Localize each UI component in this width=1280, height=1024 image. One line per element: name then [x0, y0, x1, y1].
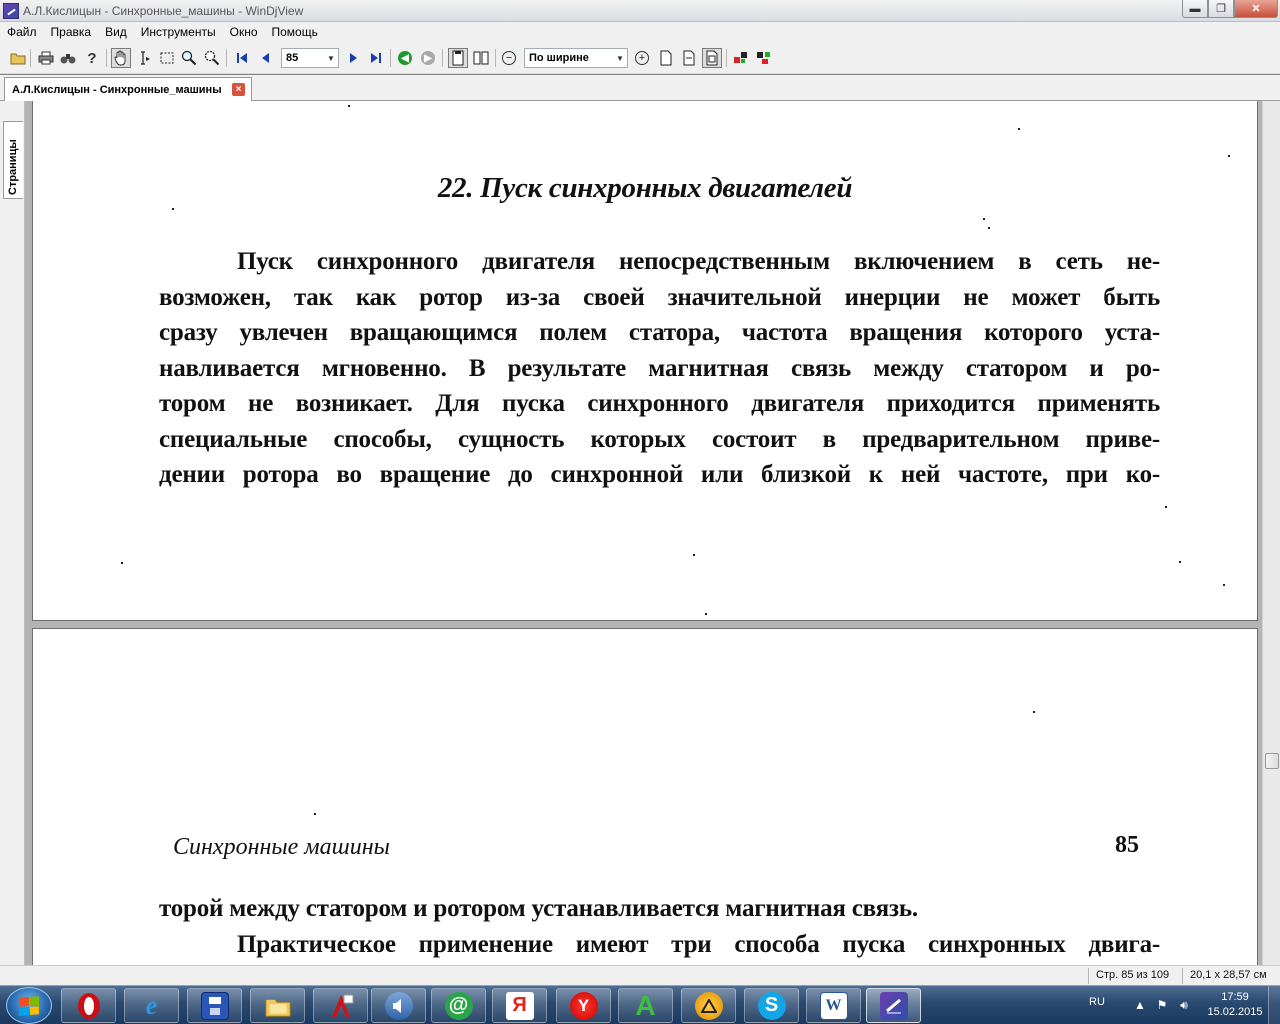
window-controls — [1182, 0, 1278, 18]
taskbar-opera[interactable] — [61, 988, 116, 1023]
toolbar-separator — [495, 49, 496, 67]
scan-speck — [1179, 561, 1181, 563]
skype-icon: S — [758, 992, 786, 1020]
start-button[interactable] — [6, 987, 52, 1024]
menu-window[interactable]: Окно — [229, 25, 258, 39]
taskbar-windjview[interactable] — [866, 988, 921, 1023]
clock-time: 17:59 — [1221, 991, 1249, 1003]
taskbar-skype[interactable] — [744, 988, 799, 1023]
first-page-icon[interactable] — [232, 48, 252, 68]
maximize-button[interactable]: ❐ — [1208, 0, 1234, 18]
toolbar-separator — [390, 49, 391, 67]
taskbar-word[interactable] — [806, 988, 861, 1023]
text-line: тором не возникает. Для пуска синхронного двигателя приходится применять — [159, 390, 1160, 417]
toolbar-separator — [106, 49, 107, 67]
show-hidden-icons-icon[interactable]: ▲ — [1134, 998, 1146, 1012]
print-icon[interactable] — [36, 48, 56, 68]
fit-page-icon[interactable] — [656, 48, 676, 68]
word-icon: W — [820, 992, 848, 1020]
taskbar-yandex[interactable] — [492, 988, 547, 1023]
zoom-in-icon[interactable]: + — [632, 48, 652, 68]
open-folder-icon[interactable] — [8, 48, 28, 68]
taskbar-explorer[interactable] — [250, 988, 305, 1023]
document-page — [32, 628, 1258, 965]
zoom-combo[interactable] — [524, 48, 628, 68]
zoom-rect-icon[interactable] — [202, 48, 222, 68]
yandex-icon: Я — [506, 992, 534, 1020]
font-app-icon: A — [635, 989, 656, 1021]
page-number-combo[interactable] — [281, 48, 339, 68]
actual-size-icon[interactable] — [702, 48, 722, 68]
single-page-icon[interactable] — [448, 48, 468, 68]
pages-tab-label: Страницы — [7, 139, 19, 195]
menu-edit[interactable]: Правка — [50, 25, 92, 39]
yandex-browser-icon: Y — [570, 992, 598, 1020]
prev-page-icon[interactable] — [256, 48, 276, 68]
text-select-icon[interactable] — [134, 48, 154, 68]
scan-speck — [1018, 128, 1020, 130]
document-view[interactable] — [25, 101, 1262, 965]
page-heading: 22. Пуск синхронных двигателей — [437, 172, 853, 204]
scan-speck — [121, 562, 123, 564]
text-line: навливается мгновенно. В результате магнитная связь между статором и ро- — [159, 354, 1160, 382]
taskbar — [0, 985, 1280, 1024]
taskbar-aimp[interactable] — [681, 988, 736, 1023]
zoom-value: По ширине — [529, 52, 589, 64]
text-line: специальные способы, сущность которых состоит в предварительном приве- — [159, 425, 1160, 453]
aimp-icon — [695, 992, 723, 1020]
status-divider — [1088, 968, 1089, 984]
opera-icon — [75, 992, 103, 1020]
text-line: дении ротора во вращение до синхронной или близкой к ней частоте, при ко- — [159, 461, 1160, 488]
display-mode-icon[interactable] — [754, 48, 774, 68]
show-desktop-button[interactable] — [1268, 986, 1280, 1024]
scan-speck — [693, 554, 695, 556]
window-title: А.Л.Кислицын - Синхронные_машины - WinDjView — [23, 4, 304, 18]
tab-close-icon[interactable]: × — [232, 83, 245, 96]
page-number: 85 — [1115, 832, 1139, 858]
display-color-icon[interactable] — [731, 48, 751, 68]
scan-speck — [1165, 506, 1167, 508]
scan-speck — [705, 613, 707, 615]
scan-speck — [988, 227, 990, 229]
scan-speck — [172, 208, 174, 210]
text-line: торой между статором и ротором устанавливается магнитная связь. — [159, 895, 918, 922]
tab-document[interactable] — [4, 77, 252, 101]
go-back-icon[interactable]: ◀ — [395, 48, 415, 68]
menu-file[interactable]: Файл — [7, 25, 37, 39]
audio-player-icon — [385, 992, 413, 1020]
text-line: Практическое применение имеют три способа пуска синхронных двига- — [237, 930, 1160, 958]
close-button[interactable]: ✕ — [1234, 0, 1278, 18]
volume-icon[interactable]: 🔊︎ — [1180, 997, 1188, 1012]
mail-agent-icon: @ — [445, 992, 473, 1020]
hand-tool-icon[interactable] — [111, 48, 131, 68]
language-indicator[interactable]: RU — [1089, 996, 1105, 1008]
clock-date: 15.02.2015 — [1207, 1006, 1263, 1018]
zoom-out-icon[interactable]: − — [499, 48, 519, 68]
fit-width-icon[interactable] — [679, 48, 699, 68]
menu-view[interactable]: Вид — [105, 25, 127, 39]
title-bar — [0, 0, 1280, 22]
minimize-button[interactable]: ▬ — [1182, 0, 1208, 18]
adobe-reader-icon — [327, 992, 355, 1020]
find-binoculars-icon[interactable] — [58, 48, 78, 68]
toolbar-separator — [30, 49, 31, 67]
side-panel — [0, 101, 25, 965]
taskbar-font-app[interactable] — [618, 988, 673, 1023]
internet-explorer-icon: e — [145, 990, 158, 1020]
scan-speck — [1228, 155, 1230, 157]
taskbar-audio[interactable] — [371, 988, 426, 1023]
scan-speck — [1223, 584, 1225, 586]
scan-speck — [314, 813, 316, 815]
taskbar-save[interactable] — [187, 988, 242, 1023]
windows-logo-icon — [19, 996, 39, 1015]
save-disk-icon — [201, 992, 229, 1020]
status-page-info: Стр. 85 из 109 — [1096, 969, 1170, 981]
go-forward-icon[interactable]: ▶ — [418, 48, 438, 68]
file-explorer-icon — [264, 992, 292, 1020]
toolbar — [0, 42, 1280, 74]
status-divider — [1182, 968, 1183, 984]
page-paragraph — [159, 244, 1160, 493]
text-line: возможен, так как ротор из-за своей значительной инерции не может быть — [159, 283, 1160, 311]
scan-speck — [348, 105, 350, 107]
toolbar-separator — [726, 49, 727, 67]
rect-select-icon[interactable] — [157, 48, 177, 68]
scan-speck — [1033, 711, 1035, 713]
text-line: сразу увлечен вращающимся полем статора, частота вращения которого уста- — [159, 319, 1160, 346]
chevron-down-icon[interactable]: ▼ — [327, 53, 335, 63]
status-bar — [0, 965, 1280, 985]
next-page-icon[interactable] — [343, 48, 363, 68]
help-icon[interactable]: ? — [87, 49, 97, 67]
tab-label: А.Л.Кислицын - Синхронные_машины — [12, 83, 222, 96]
toolbar-separator — [442, 49, 443, 67]
last-page-icon[interactable] — [366, 48, 386, 68]
taskbar-internet-explorer[interactable] — [124, 988, 179, 1023]
tab-pages[interactable] — [3, 121, 23, 199]
taskbar-yandex-browser[interactable] — [556, 988, 611, 1023]
chevron-down-icon[interactable]: ▼ — [616, 53, 624, 63]
scan-speck — [983, 218, 985, 220]
running-head: Синхронные машины — [173, 834, 390, 860]
menu-bar — [0, 22, 1280, 42]
windjview-app-icon[interactable] — [3, 3, 19, 19]
windjview-icon — [880, 992, 908, 1020]
menu-help[interactable]: Помощь — [271, 25, 318, 39]
document-page — [32, 101, 1258, 621]
page-paragraph — [159, 891, 1160, 962]
clock[interactable] — [1200, 990, 1270, 1020]
status-page-size: 20,1 x 28,57 см — [1190, 969, 1267, 981]
scrollbar-thumb[interactable] — [1265, 753, 1279, 769]
page-number-value: 85 — [286, 52, 299, 64]
text-line: Пуск синхронного двигателя непосредственным включением в сеть не- — [237, 248, 1160, 275]
taskbar-mail-agent[interactable] — [431, 988, 486, 1023]
facing-pages-icon[interactable] — [471, 48, 491, 68]
taskbar-adobe-reader[interactable] — [313, 988, 368, 1023]
system-tray — [1080, 986, 1280, 1024]
action-center-icon[interactable]: ⚑ — [1156, 998, 1168, 1012]
vertical-scrollbar[interactable] — [1262, 101, 1280, 965]
document-tab-strip — [0, 75, 1280, 101]
zoom-icon[interactable] — [179, 48, 199, 68]
menu-tools[interactable]: Инструменты — [140, 25, 216, 39]
toolbar-separator — [226, 49, 227, 67]
